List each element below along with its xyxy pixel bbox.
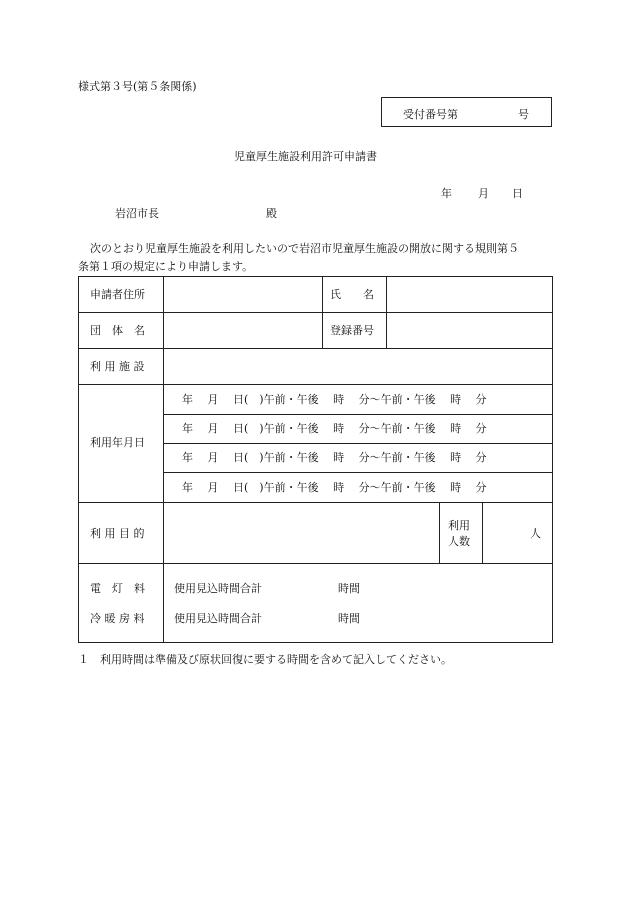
date-year-label: 年 [441, 187, 452, 200]
receipt-suffix: 号 [518, 108, 529, 121]
date-row-3: 年 月 日( )午前・午後 時 分～午前・午後 時 分 [182, 451, 487, 464]
column-divider [386, 277, 387, 348]
receipt-number-box [381, 97, 552, 127]
registration-number-label: 登録番号 [330, 324, 374, 337]
electricity-hours-unit: 時間 [338, 582, 360, 595]
date-row-1: 年 月 日( )午前・午後 時 分～午前・午後 時 分 [182, 393, 487, 406]
facility-label: 利 用 施 設 [90, 360, 145, 373]
body-text-line-1: 次のとおり児童厚生施設を利用したいので岩沼市児童厚生施設の開放に関する規則第５ [90, 242, 519, 255]
electricity-fee-label: 電 灯 料 [90, 582, 145, 595]
addressee-name: 岩沼市長 [115, 207, 159, 220]
applicant-address-label: 申請者住所 [90, 288, 145, 301]
row-divider [79, 563, 552, 564]
date-day-label: 日 [512, 187, 523, 200]
addressee-honorific: 殿 [266, 207, 277, 220]
form-number: 様式第３号(第５条関係) [78, 80, 197, 93]
document-title: 児童厚生施設利用許可申請書 [234, 150, 377, 163]
row-divider [163, 472, 552, 473]
column-divider [439, 502, 440, 563]
row-divider [79, 384, 552, 385]
users-count-label-line-1: 利用 [448, 519, 470, 532]
organization-label: 団 体 名 [90, 324, 145, 337]
name-label: 氏 名 [330, 288, 374, 301]
row-divider [79, 348, 552, 349]
row-divider [163, 414, 552, 415]
date-row-4: 年 月 日( )午前・午後 時 分～午前・午後 時 分 [182, 481, 487, 494]
application-table [78, 276, 553, 643]
aircon-fee-label: 冷 暖 房 料 [90, 612, 145, 625]
date-row-2: 年 月 日( )午前・午後 時 分～午前・午後 時 分 [182, 422, 487, 435]
aircon-usage-total-label: 使用見込時間合計 [174, 612, 262, 625]
footnote: １ 利用時間は準備及び原状回復に要する時間を含めて記入してください。 [78, 653, 452, 666]
electricity-usage-total-label: 使用見込時間合計 [174, 582, 262, 595]
column-divider [482, 502, 483, 563]
column-divider [163, 277, 164, 642]
aircon-hours-unit: 時間 [338, 612, 360, 625]
column-divider [322, 277, 323, 348]
body-text-line-2: 条第１項の規定により申請します。 [78, 260, 254, 273]
receipt-label: 受付番号第 [403, 108, 458, 121]
row-divider [79, 312, 552, 313]
users-count-label-line-2: 人数 [448, 535, 470, 548]
row-divider [163, 443, 552, 444]
date-month-label: 月 [478, 187, 489, 200]
persons-unit: 人 [530, 527, 541, 540]
use-date-label: 利用年月日 [90, 436, 145, 449]
purpose-label: 利 用 目 的 [90, 527, 145, 540]
